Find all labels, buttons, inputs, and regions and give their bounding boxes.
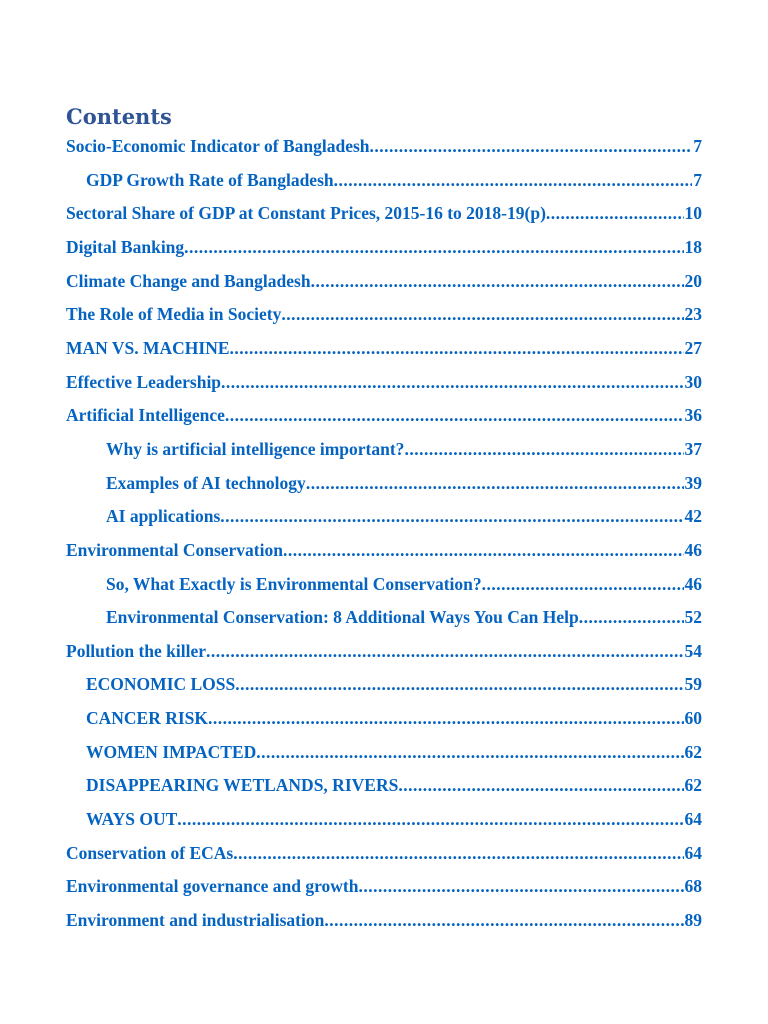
- toc-entry-title: WOMEN IMPACTED: [86, 741, 257, 762]
- dot-leader: [546, 202, 684, 224]
- toc-entry-page-number: 68: [684, 876, 702, 897]
- toc-entry-title: Environmental Conservation: 8 Additional Ways You Can Help: [106, 607, 579, 628]
- dot-leader: [370, 135, 693, 157]
- toc-entry-title: GDP Growth Rate of Bangladesh: [86, 169, 334, 190]
- toc-entry-title: Pollution the killer: [66, 640, 206, 661]
- toc-entry-title: The Role of Media in Society: [66, 304, 282, 325]
- toc-entry-title: Environmental governance and growth: [66, 876, 359, 897]
- dot-leader: [283, 539, 684, 561]
- dot-leader: [306, 472, 684, 494]
- toc-entry-title: Artificial Intelligence: [66, 405, 225, 426]
- toc-entry-link[interactable]: [66, 270, 702, 292]
- toc-entry-title: WAYS OUT: [86, 809, 178, 829]
- toc-entry-link[interactable]: [66, 236, 702, 258]
- dot-leader: [334, 169, 693, 191]
- toc-entry-link[interactable]: [66, 404, 702, 426]
- toc-entry-page-number: 20: [684, 270, 702, 291]
- toc-entry-link[interactable]: [66, 640, 702, 662]
- toc-entry-title: Digital Banking: [66, 236, 185, 257]
- toc-entry-page-number: 64: [684, 809, 702, 829]
- toc-entry-link[interactable]: [106, 472, 702, 494]
- toc-entry-title: Conservation of ECAs: [66, 842, 234, 863]
- toc-entry-link[interactable]: [66, 371, 702, 393]
- toc-entry-link[interactable]: [66, 303, 702, 325]
- dot-leader: [256, 741, 683, 763]
- toc-entry-title: CANCER RISK: [86, 708, 209, 728]
- toc-entry-link[interactable]: [66, 539, 702, 561]
- toc-entry-page-number: 37: [684, 438, 702, 459]
- toc-entry-page-number: 27: [684, 337, 702, 358]
- toc-entry-page-number: 7: [693, 136, 702, 156]
- toc-entry-page-number: 10: [684, 203, 702, 224]
- toc-entry-link[interactable]: [106, 505, 702, 527]
- toc-entry-link[interactable]: [86, 673, 702, 695]
- toc-entry-title: Examples of AI technology: [106, 472, 306, 493]
- toc-entry-link[interactable]: [86, 808, 702, 830]
- dot-leader: [177, 808, 683, 830]
- dot-leader: [221, 371, 683, 393]
- dot-leader: [235, 673, 683, 695]
- toc-entry-page-number: 54: [684, 640, 702, 661]
- toc-entry-link[interactable]: [66, 337, 702, 359]
- toc-entry-link[interactable]: [86, 741, 702, 763]
- toc-heading: Contents: [66, 104, 172, 129]
- toc-entry-link[interactable]: [106, 573, 702, 595]
- dot-leader: [281, 303, 683, 325]
- toc-entry-title: Effective Leadership: [66, 371, 222, 392]
- toc-entry-page-number: 89: [684, 909, 702, 930]
- toc-entry-title: ECONOMIC LOSS: [86, 674, 236, 695]
- toc-entry-page-number: 39: [684, 472, 702, 493]
- toc-entry-link[interactable]: [66, 202, 702, 224]
- toc-entry-link[interactable]: [106, 438, 702, 460]
- dot-leader: [230, 337, 684, 359]
- dot-leader: [398, 774, 683, 796]
- toc-entry-title: Environment and industrialisation: [66, 909, 325, 930]
- toc-entry-title: Why is artificial intelligence important?: [106, 438, 405, 459]
- toc-entry-title: Climate Change and Bangladesh: [66, 270, 311, 291]
- toc-entry-page-number: 7: [693, 169, 702, 190]
- dot-leader: [225, 404, 684, 426]
- dot-leader: [208, 707, 683, 729]
- toc-entry-page-number: 52: [684, 607, 702, 628]
- toc-entry-link[interactable]: [66, 875, 702, 897]
- dot-leader: [324, 909, 683, 931]
- toc-entry-page-number: 18: [684, 236, 702, 257]
- toc-entry-title: DISAPPEARING WETLANDS, RIVERS: [86, 775, 399, 796]
- dot-leader: [206, 640, 684, 662]
- dot-leader: [404, 438, 683, 460]
- dot-leader: [579, 606, 684, 628]
- toc-entry-page-number: 64: [684, 842, 702, 863]
- toc-entry-page-number: 62: [684, 775, 702, 796]
- dot-leader: [311, 270, 684, 292]
- toc-entry-link[interactable]: [66, 135, 702, 157]
- toc-entry-title: Socio-Economic Indicator of Bangladesh: [66, 136, 370, 156]
- dot-leader: [359, 875, 684, 897]
- toc-entry-title: Sectoral Share of GDP at Constant Prices, 2015-16 to 2018-19(p): [66, 203, 546, 224]
- toc-entry-page-number: 46: [684, 539, 702, 560]
- toc-entry-title: So, What Exactly is Environmental Conservation?: [106, 573, 482, 594]
- toc-entry-link[interactable]: [86, 774, 702, 796]
- dot-leader: [184, 236, 683, 258]
- dot-leader: [482, 573, 684, 595]
- toc-entry-title: Environmental Conservation: [66, 539, 283, 560]
- toc-entry-page-number: 60: [684, 708, 702, 728]
- toc-entry-link[interactable]: [66, 842, 702, 864]
- toc-entry-link[interactable]: [66, 909, 702, 931]
- dot-leader: [220, 505, 683, 527]
- toc-entry-page-number: 36: [684, 405, 702, 426]
- dot-leader: [233, 842, 683, 864]
- toc-entry-title: AI applications: [106, 506, 221, 527]
- toc-entry-link[interactable]: [106, 606, 702, 628]
- toc-entry-page-number: 23: [684, 304, 702, 325]
- toc-entry-link[interactable]: [86, 169, 702, 191]
- toc-entry-page-number: 42: [684, 506, 702, 527]
- toc-entry-page-number: 62: [684, 741, 702, 762]
- toc-entry-link[interactable]: [86, 707, 702, 729]
- toc-entry-title: MAN VS. MACHINE: [66, 337, 230, 358]
- toc-entry-page-number: 46: [684, 573, 702, 594]
- toc-entry-page-number: 30: [684, 371, 702, 392]
- toc-entry-page-number: 59: [684, 674, 702, 695]
